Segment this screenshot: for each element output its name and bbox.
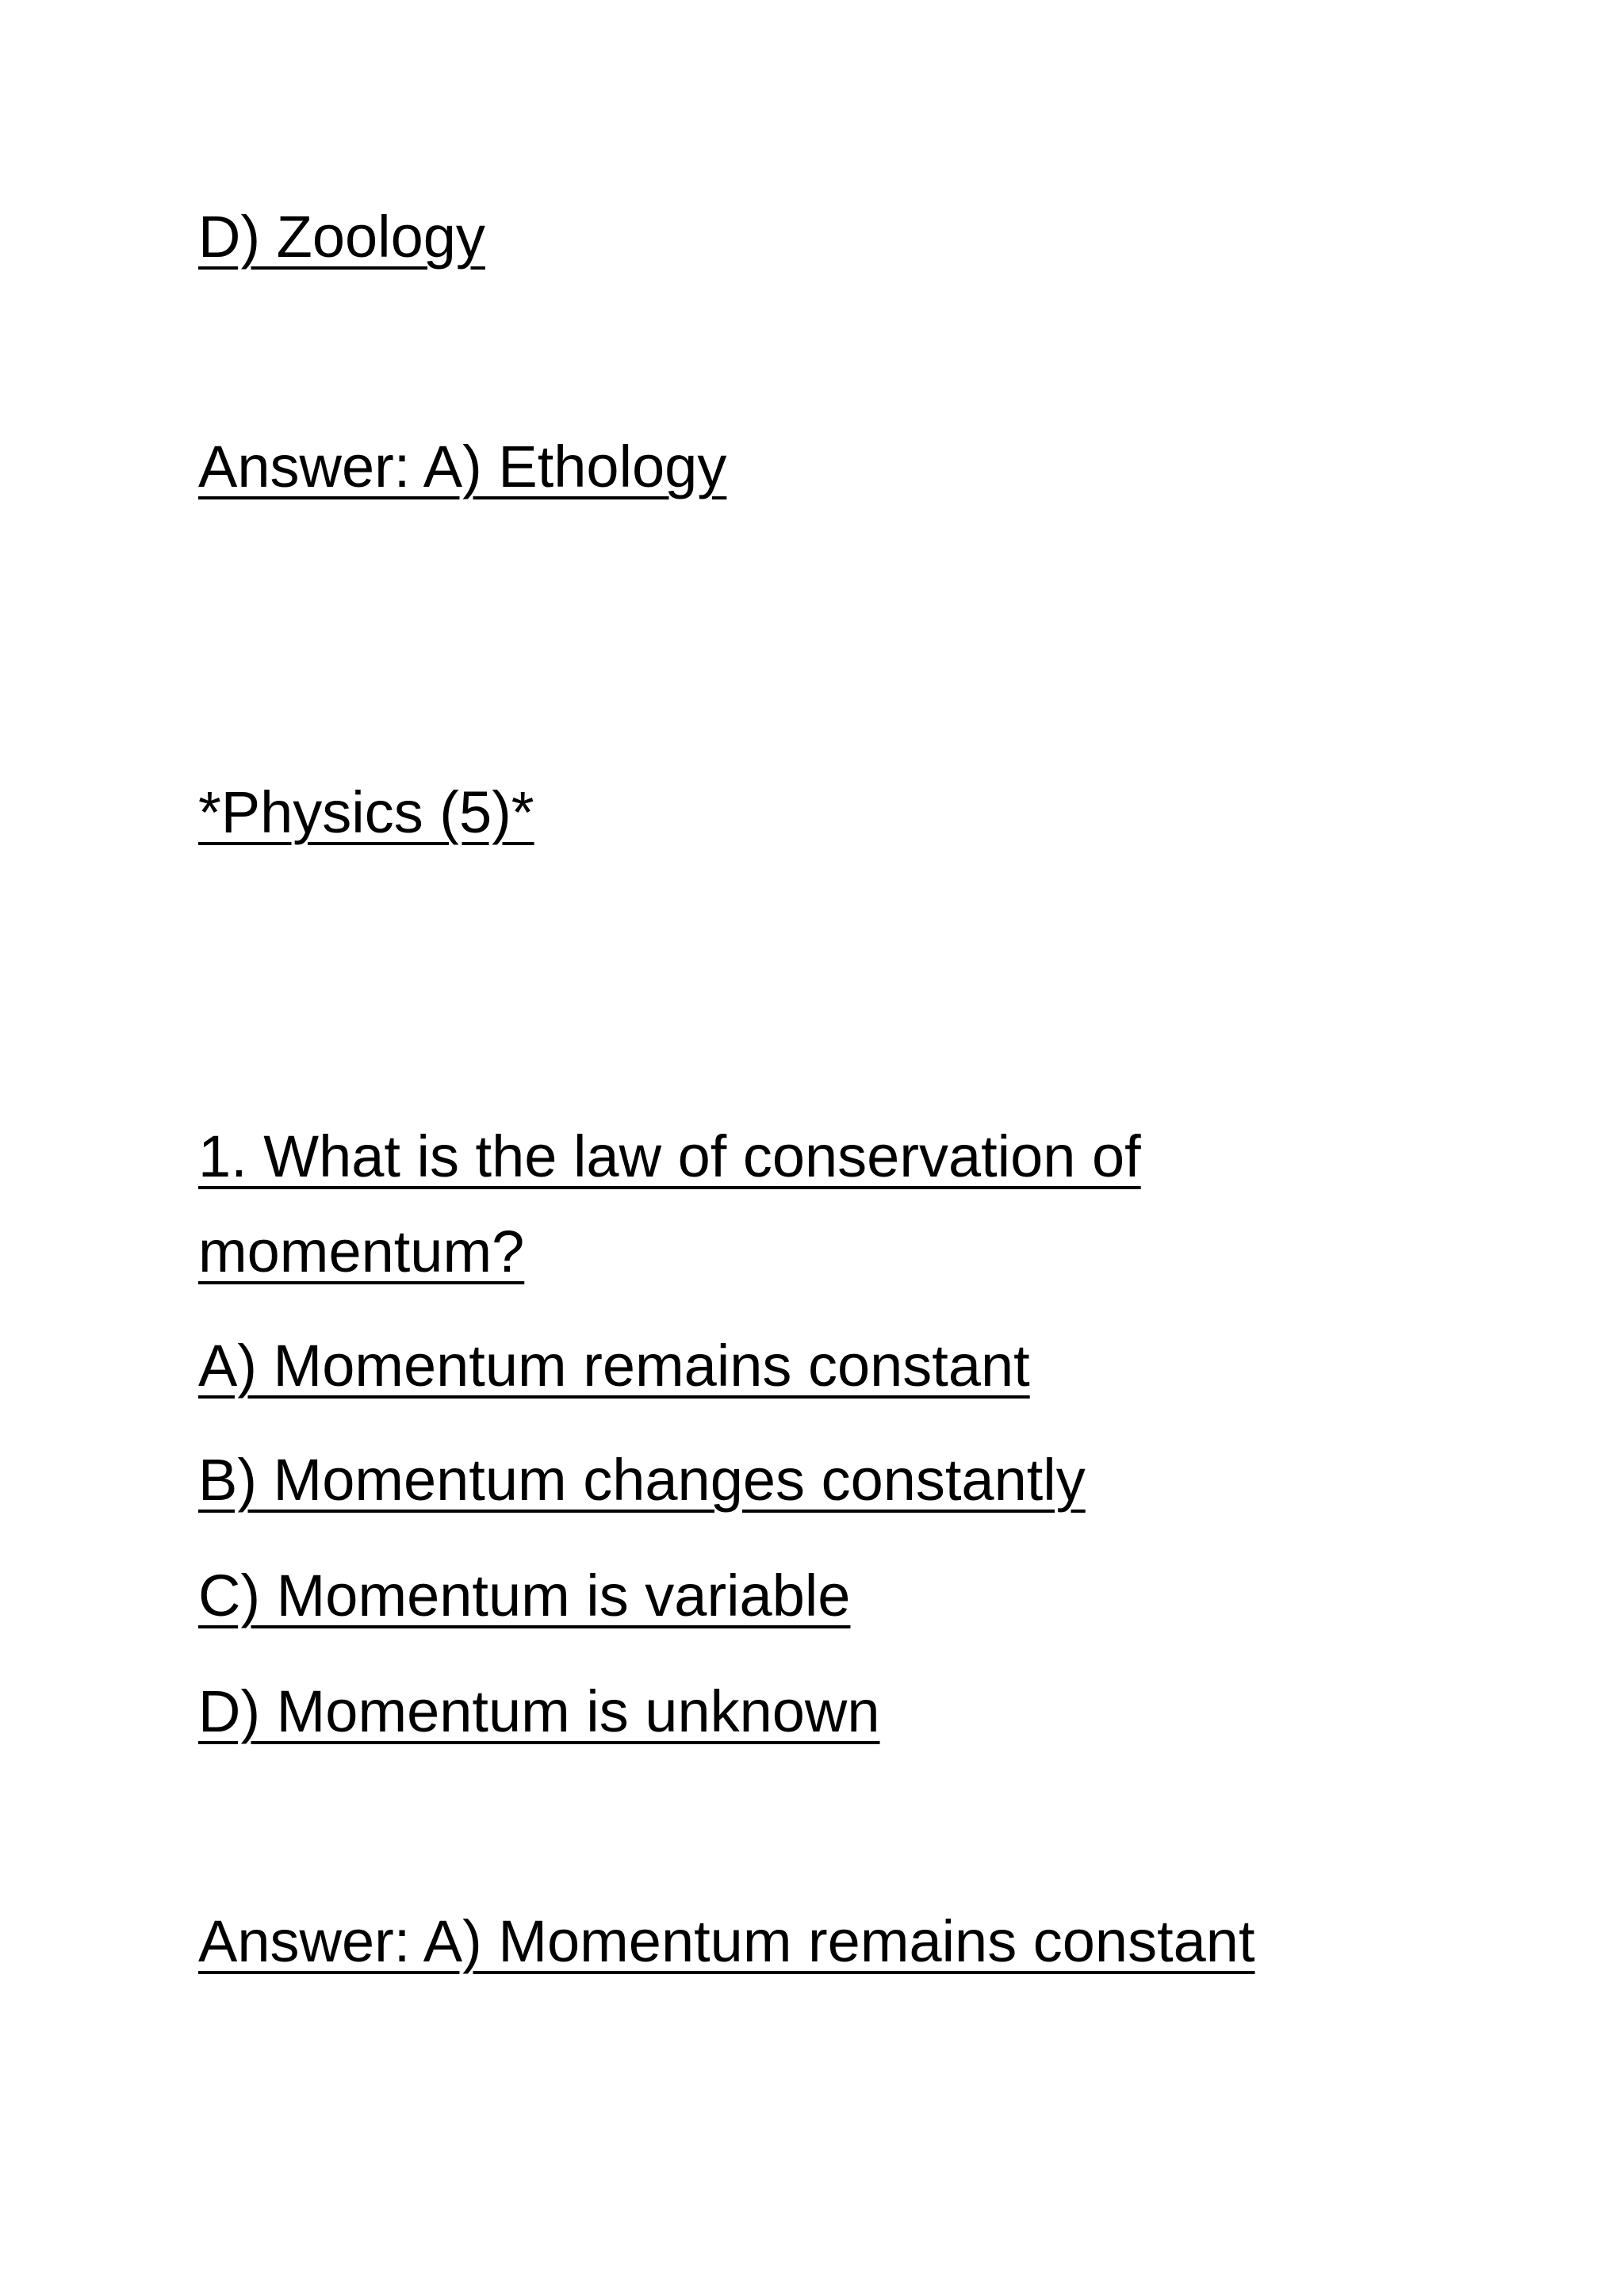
previous-option-d: D) Zoology [198,204,485,270]
previous-answer: Answer: A) Ethology [198,434,727,499]
question-1-answer: Answer: A) Momentum remains constant [198,1908,1255,1974]
question-1-option-b: B) Momentum changes constantly [198,1447,1086,1513]
question-1-text-line-2: momentum? [198,1219,525,1284]
question-1-option-c: C) Momentum is variable [198,1563,851,1628]
question-1-text-line-1: 1. What is the law of conservation of [198,1123,1141,1189]
section-heading-physics: *Physics (5)* [198,779,534,845]
question-1-option-a: A) Momentum remains constant [198,1333,1030,1399]
question-1-option-d: D) Momentum is unknown [198,1678,880,1744]
